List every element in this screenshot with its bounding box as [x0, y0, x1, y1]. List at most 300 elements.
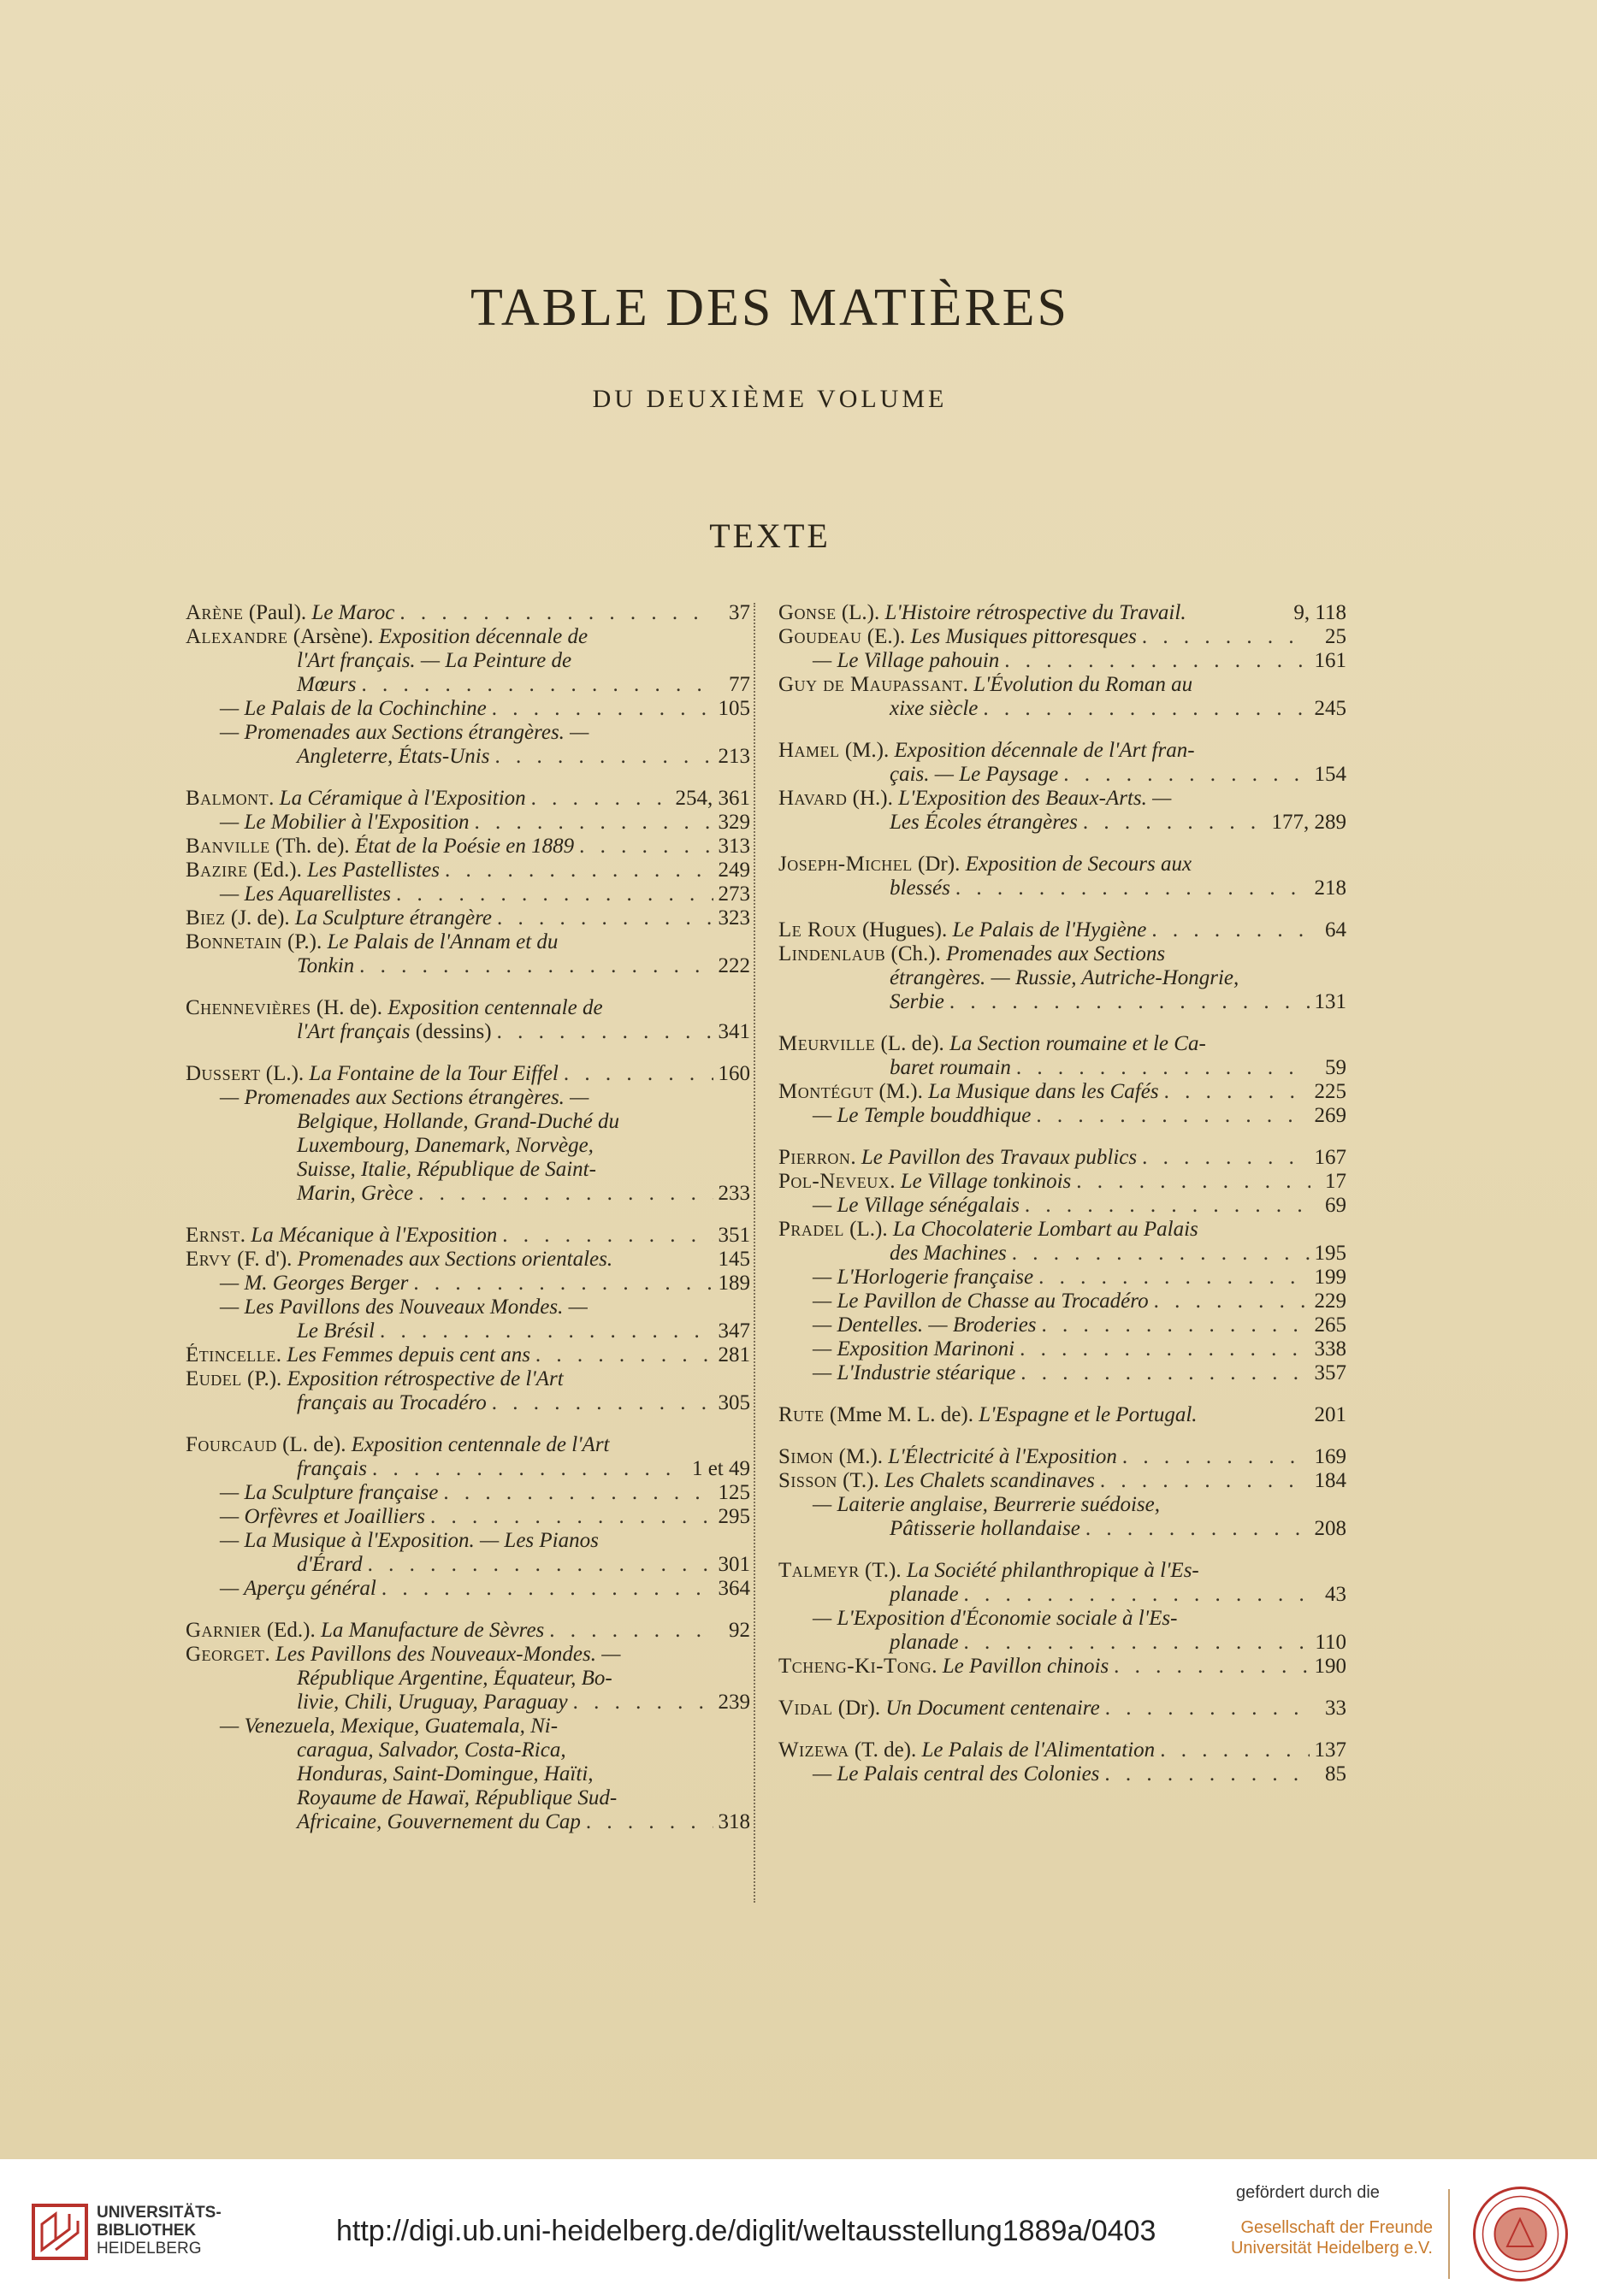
dot-leader — [502, 1224, 713, 1248]
author-name: Simon — [778, 1445, 834, 1468]
index-line-text — [813, 1266, 1033, 1290]
index-entry — [778, 1403, 1346, 1427]
index-entry — [186, 1619, 750, 1834]
index-line-text — [220, 1715, 558, 1738]
author-name: Garnier — [186, 1619, 262, 1642]
index-entry — [778, 853, 1346, 900]
dot-leader — [564, 1062, 713, 1086]
page-number: 213 — [718, 745, 750, 768]
author-name: Bonnetain — [186, 930, 282, 953]
index-line-text — [220, 1272, 408, 1296]
page-number: 265 — [1314, 1313, 1346, 1337]
index-line — [778, 1583, 1346, 1607]
index-line — [186, 745, 750, 769]
page-number: 69 — [1325, 1194, 1346, 1217]
page-number: 1 et 49 — [691, 1457, 750, 1480]
index-entry — [186, 601, 750, 769]
index-line-text — [220, 882, 391, 906]
index-line-text — [778, 1697, 1100, 1721]
page-number: 281 — [718, 1343, 750, 1366]
author-initials: (M.). — [839, 739, 895, 762]
index-entry — [778, 1445, 1346, 1541]
article-title: des Machines — [890, 1242, 1007, 1265]
article-title: — Exposition Marinoni — [813, 1337, 1015, 1360]
author-initials: (L.). — [260, 1062, 310, 1085]
page-number: 225 — [1314, 1080, 1346, 1103]
index-line-text — [890, 990, 944, 1014]
author-name: Banville — [186, 835, 270, 858]
author-initials: (Th. de). — [269, 835, 355, 858]
article-title: — L'Horlogerie française — [813, 1266, 1034, 1289]
author-name: Pierron — [778, 1146, 851, 1169]
index-line-text — [220, 1086, 589, 1109]
dot-leader — [1076, 1170, 1310, 1194]
index-line — [186, 996, 750, 1020]
index-line — [778, 966, 1346, 990]
library-name — [97, 2204, 222, 2258]
index-line — [186, 1810, 750, 1834]
author-name: Bazire — [186, 859, 248, 882]
index-line — [778, 763, 1346, 787]
dot-leader — [368, 1553, 713, 1577]
author-initials: . — [962, 673, 974, 696]
dot-leader — [1160, 1738, 1309, 1762]
author-initials: (Ed.). — [247, 859, 308, 882]
page-number: 338 — [1314, 1337, 1346, 1360]
article-title: planade — [890, 1631, 959, 1654]
page-number: 295 — [718, 1505, 750, 1528]
page-number: 199 — [1314, 1266, 1346, 1289]
dot-leader — [1114, 1655, 1309, 1679]
page-number: 92 — [729, 1619, 750, 1642]
author-name: Alexandre — [186, 625, 288, 648]
index-line — [186, 721, 750, 745]
article-title: Le Palais de l'Alimentation — [921, 1738, 1156, 1762]
article-title: Le Village tonkinois — [900, 1170, 1072, 1193]
article-title: caragua, Salvador, Costa-Rica, — [297, 1738, 566, 1762]
dot-leader — [586, 1810, 713, 1834]
index-line — [778, 1762, 1346, 1786]
dot-leader — [1142, 625, 1310, 649]
index-line-text — [297, 1762, 594, 1785]
author-initials: (T.). — [837, 1469, 884, 1492]
index-line — [778, 1517, 1346, 1541]
index-line-text — [297, 649, 571, 672]
index-line-text — [813, 1361, 1015, 1385]
article-title: Les Écoles étrangères — [890, 811, 1078, 834]
author-initials: (P.). — [241, 1367, 287, 1390]
column-divider — [754, 603, 755, 1903]
index-entry — [778, 1697, 1346, 1721]
article-title: — L'Industrie stéarique — [813, 1361, 1016, 1384]
article-title: L'Évolution du Roman au — [973, 673, 1193, 696]
index-line — [778, 1056, 1346, 1080]
index-line — [778, 1242, 1346, 1266]
index-line-text — [890, 1056, 1011, 1080]
dot-leader — [1004, 649, 1309, 673]
index-line-text — [778, 673, 1192, 696]
index-line — [186, 1553, 750, 1577]
index-line-text — [778, 1655, 1109, 1679]
index-line-text — [297, 745, 489, 769]
article-title: Le Pavillon des Travaux publics — [861, 1146, 1138, 1169]
index-line-text — [186, 787, 526, 811]
index-line-text — [297, 1553, 363, 1577]
author-name: Montégut — [778, 1080, 874, 1103]
index-line-text — [890, 876, 950, 900]
index-line-text — [186, 1367, 564, 1390]
author-initials: (Dr). — [832, 1697, 886, 1720]
author-name: Havard — [778, 787, 848, 810]
article-title: — Promenades aux Sections étrangères. — — [220, 1086, 589, 1109]
library-logo-icon — [30, 2202, 90, 2262]
page-number: 145 — [718, 1248, 750, 1271]
article-title: — Orfèvres et Joailliers — [220, 1505, 426, 1528]
article-title: La Mécanique à l'Exposition — [251, 1224, 498, 1247]
author-name: Goudeau — [778, 625, 862, 648]
page-number: 239 — [718, 1691, 750, 1714]
index-entry — [186, 1062, 750, 1206]
page-number: 37 — [729, 601, 750, 624]
index-line — [186, 649, 750, 673]
dot-leader — [1154, 1290, 1310, 1313]
index-line — [778, 697, 1346, 721]
index-line-text — [220, 1296, 588, 1319]
page-number: 249 — [718, 859, 750, 882]
index-line — [778, 1361, 1346, 1385]
author-name: Biez — [186, 906, 226, 930]
index-line-text — [813, 649, 999, 673]
author-name: Georget — [186, 1643, 265, 1666]
author-name: Dussert — [186, 1062, 261, 1085]
index-line — [186, 906, 750, 930]
article-title: — Les Pavillons des Nouveaux Mondes. — — [220, 1296, 588, 1319]
index-line — [186, 1134, 750, 1158]
dot-leader — [380, 1319, 713, 1343]
index-entry — [186, 1433, 750, 1601]
page-number: 364 — [718, 1577, 750, 1600]
index-line-text — [220, 1505, 425, 1529]
index-line — [778, 990, 1346, 1014]
permalink-url[interactable]: http://digi.ub.uni-heidelberg.de/diglit/weltausstellung1889a/0403 — [336, 2215, 1156, 2247]
page-number: 125 — [718, 1481, 750, 1504]
author-initials: . — [275, 1343, 287, 1366]
index-line-text — [778, 1738, 1155, 1762]
page-number: 167 — [1314, 1146, 1346, 1169]
index-line — [186, 1667, 750, 1691]
article-title: — Le Pavillon de Chasse au Trocadéro — [813, 1290, 1149, 1313]
author-initials: . — [932, 1655, 943, 1678]
index-line — [778, 1607, 1346, 1631]
article-title: La Céramique à l'Exposition — [279, 787, 526, 810]
index-entry — [778, 1146, 1346, 1385]
index-line — [186, 1715, 750, 1738]
page-number: 218 — [1314, 876, 1346, 900]
index-line — [778, 1266, 1346, 1290]
index-line-text — [297, 954, 354, 978]
article-title: — Les Aquarellistes — [220, 882, 392, 906]
page-number: 43 — [1325, 1583, 1346, 1606]
article-title: La Musique dans les Cafés — [928, 1080, 1159, 1103]
author-name: Le Roux — [778, 918, 857, 941]
right-index-column — [778, 601, 1346, 1804]
index-entry — [778, 1559, 1346, 1679]
article-title: — Le Palais de la Cochinchine — [220, 697, 487, 720]
dot-leader — [531, 787, 671, 811]
article-title: xixe siècle — [890, 697, 979, 720]
dot-leader — [1025, 1194, 1310, 1218]
page-number: 169 — [1314, 1445, 1346, 1468]
page-number: 201 — [1314, 1403, 1346, 1426]
article-title: Promenades aux Sections — [946, 942, 1166, 965]
author-initials: (Hugues). — [856, 918, 953, 941]
index-line — [778, 1146, 1346, 1170]
article-title: L'Électricité à l'Exposition — [888, 1445, 1117, 1468]
index-line — [186, 1224, 750, 1248]
author-initials: . — [890, 1170, 901, 1193]
index-line-text — [778, 853, 1192, 876]
page-number: 229 — [1314, 1290, 1346, 1313]
index-line-text — [890, 1242, 1007, 1266]
index-line — [778, 1559, 1346, 1583]
dot-leader — [983, 697, 1309, 721]
author-initials: (H.). — [847, 787, 899, 810]
article-title: — Dentelles. — Broderies — [813, 1313, 1037, 1337]
dot-leader — [964, 1631, 1310, 1655]
page-number: 9, 118 — [1293, 601, 1346, 624]
index-line-text — [220, 1577, 376, 1601]
author-initials: (Ch.). — [885, 942, 947, 965]
author-initials: (T.). — [859, 1559, 907, 1582]
index-line — [778, 811, 1346, 835]
page-number: 160 — [718, 1062, 750, 1085]
index-line-text — [778, 1559, 1199, 1582]
index-line-text — [186, 859, 440, 882]
article-title: — La Sculpture française — [220, 1481, 439, 1504]
author-name: Vidal — [778, 1697, 833, 1720]
article-title: Les Femmes depuis cent ans — [287, 1343, 530, 1366]
page-number: 245 — [1314, 697, 1346, 720]
page-number: 195 — [1314, 1242, 1346, 1265]
index-line — [186, 1319, 750, 1343]
dot-leader — [1042, 1313, 1310, 1337]
article-title: — Le Palais central des Colonies — [813, 1762, 1100, 1785]
index-line-text — [813, 1313, 1037, 1337]
index-line — [186, 1738, 750, 1762]
author-name: Pol-Neveux — [778, 1170, 890, 1193]
index-line — [778, 1032, 1346, 1056]
index-line — [778, 1738, 1346, 1762]
author-name: Étincelle — [186, 1343, 276, 1366]
article-title: Le Palais de l'Annam et du — [327, 930, 559, 953]
dot-leader — [1085, 1517, 1310, 1541]
index-line — [778, 601, 1346, 625]
dot-leader — [1100, 1469, 1310, 1493]
article-title: blessés — [890, 876, 950, 900]
author-name: Hamel — [778, 739, 840, 762]
article-title: L'Exposition des Beaux-Arts. — — [898, 787, 1172, 810]
index-line-text — [890, 811, 1078, 835]
dot-leader — [396, 882, 713, 906]
index-line — [778, 918, 1346, 942]
page-number: 305 — [718, 1391, 750, 1414]
article-title: Honduras, Saint-Domingue, Haïti, — [297, 1762, 594, 1785]
page-subtitle: DU DEUXIÈME VOLUME — [592, 385, 948, 413]
author-name: Guy de Maupassant — [778, 673, 963, 696]
dot-leader — [445, 859, 713, 882]
article-title: Le Brésil — [297, 1319, 375, 1343]
article-title: — Aperçu général — [220, 1577, 376, 1600]
index-line-text — [186, 996, 603, 1019]
article-note: (dessins) — [410, 1020, 492, 1043]
page-number: 110 — [1315, 1631, 1346, 1654]
dot-leader — [418, 1182, 713, 1206]
page-number: 137 — [1314, 1738, 1346, 1762]
author-initials: (Paul). — [243, 601, 312, 624]
dot-leader — [497, 1020, 713, 1044]
page-number: 131 — [1314, 990, 1346, 1013]
article-title: français au Trocadéro — [297, 1391, 487, 1414]
author-initials: (L.). — [836, 601, 885, 624]
page-number: 351 — [718, 1224, 750, 1247]
author-name: Rute — [778, 1403, 825, 1426]
author-initials: (Arsène). — [287, 625, 379, 648]
index-line — [778, 1655, 1346, 1679]
article-title: Belgique, Hollande, Grand-Duché du — [297, 1110, 620, 1133]
article-title: — M. Georges Berger — [220, 1272, 409, 1295]
index-entry — [186, 996, 750, 1044]
article-title: — Le Mobilier à l'Exposition — [220, 811, 470, 834]
index-line — [186, 954, 750, 978]
index-line — [186, 1619, 750, 1643]
article-title: — Promenades aux Sections étrangères. — — [220, 721, 589, 744]
dot-leader — [413, 1272, 713, 1296]
index-line — [186, 1391, 750, 1415]
section-heading: TEXTE — [709, 516, 831, 555]
article-title: Suisse, Italie, République de Saint- — [297, 1158, 596, 1181]
dot-leader — [474, 811, 713, 835]
index-line-text — [297, 1810, 581, 1834]
index-entry — [186, 1224, 750, 1415]
dot-leader — [949, 990, 1310, 1014]
page-number: 301 — [718, 1553, 750, 1576]
author-initials: (T. de). — [849, 1738, 922, 1762]
article-title: l'Art français — [297, 1020, 411, 1043]
article-title: La Fontaine de la Tour Eiffel — [309, 1062, 559, 1085]
author-name: Arène — [186, 601, 244, 624]
article-title: étrangères. — Russie, Autriche-Hongrie, — [890, 966, 1239, 989]
article-title: L'Espagne et le Portugal. — [979, 1403, 1198, 1426]
article-title: Le Pavillon chinois — [942, 1655, 1109, 1678]
index-line — [186, 1343, 750, 1367]
article-title: français — [297, 1457, 367, 1480]
article-title: République Argentine, Équateur, Bo- — [297, 1667, 612, 1690]
article-title: La Manufacture de Sèvres — [320, 1619, 545, 1642]
index-line-text — [890, 763, 1058, 787]
dot-leader — [1038, 1266, 1309, 1290]
article-title: l'Art français. — La Peinture de — [297, 649, 572, 672]
index-line-text — [297, 1134, 594, 1157]
index-line — [186, 1457, 750, 1481]
page-number: 184 — [1314, 1469, 1346, 1492]
page-number: 329 — [718, 811, 750, 834]
author-name: Joseph-Michel — [778, 853, 913, 876]
index-line — [186, 1182, 750, 1206]
article-title: Les Pavillons des Nouveaux-Mondes. — — [275, 1643, 621, 1666]
dot-leader — [1122, 1445, 1310, 1469]
author-name: Talmeyr — [778, 1559, 860, 1582]
article-title: — Le Temple bouddhique — [813, 1104, 1032, 1127]
index-line — [186, 1367, 750, 1391]
article-title: planade — [890, 1583, 959, 1606]
index-line-text — [297, 1691, 568, 1715]
index-line — [778, 1631, 1346, 1655]
article-title: État de la Poésie en 1889 — [354, 835, 575, 858]
index-line — [778, 942, 1346, 966]
index-line — [778, 876, 1346, 900]
author-initials: (L. de). — [875, 1032, 950, 1055]
index-line — [778, 1337, 1346, 1361]
index-line-text — [813, 1493, 1160, 1516]
dot-leader — [1012, 1242, 1310, 1266]
index-line-text — [813, 1762, 1099, 1786]
index-line-text — [186, 1343, 530, 1367]
index-line — [778, 1218, 1346, 1242]
article-title: Exposition décennale de — [378, 625, 589, 648]
index-line — [186, 811, 750, 835]
page-number: 313 — [718, 835, 750, 858]
dot-leader — [1104, 1762, 1310, 1786]
dot-leader — [1083, 811, 1267, 835]
index-line-text — [297, 1738, 566, 1762]
dot-leader — [494, 745, 713, 769]
index-line-text — [186, 1643, 620, 1666]
article-title: Les Pastellistes — [307, 859, 440, 882]
index-line-text — [186, 1224, 497, 1248]
index-line-text — [297, 1020, 492, 1044]
dot-leader — [573, 1691, 713, 1715]
dot-leader — [359, 954, 713, 978]
index-line-text — [220, 721, 589, 744]
page-number: 341 — [718, 1020, 750, 1043]
dot-leader — [443, 1481, 713, 1505]
dot-leader — [492, 1391, 713, 1415]
index-line-text — [220, 811, 469, 835]
index-line — [778, 1313, 1346, 1337]
author-name: Eudel — [186, 1367, 242, 1390]
article-title: Exposition rétrospective de l'Art — [287, 1367, 564, 1390]
author-name: Meurville — [778, 1032, 876, 1055]
index-line-text — [186, 1062, 559, 1086]
page-number: 357 — [1314, 1361, 1346, 1384]
article-title: Mœurs — [297, 673, 357, 696]
index-line — [186, 1433, 750, 1457]
index-line-text — [297, 1319, 375, 1343]
page-title: TABLE DES MATIÈRES — [470, 279, 1070, 337]
index-line-text — [813, 1290, 1149, 1313]
page-number: 190 — [1314, 1655, 1346, 1678]
article-title: — La Musique à l'Exposition. — Les Pianos — [220, 1529, 599, 1552]
index-line — [778, 1403, 1346, 1427]
index-line — [186, 1691, 750, 1715]
index-line — [778, 1080, 1346, 1104]
author-initials: (J. de). — [225, 906, 295, 930]
index-line-text — [186, 835, 574, 859]
index-entry — [778, 1032, 1346, 1128]
index-line — [186, 1505, 750, 1529]
index-line-text — [778, 601, 1186, 625]
index-line — [186, 1020, 750, 1044]
